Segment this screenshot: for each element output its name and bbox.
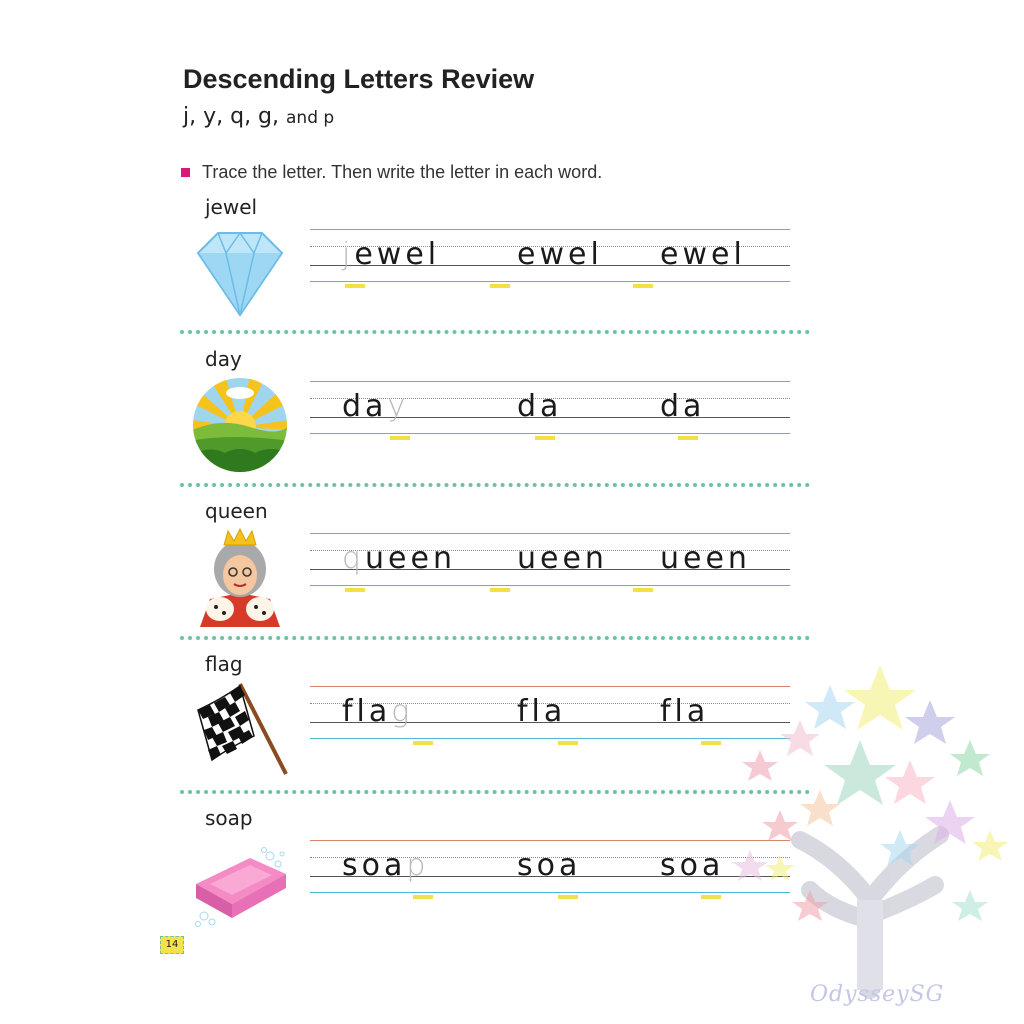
guide-line	[310, 738, 790, 739]
page-title: Descending Letters Review	[183, 64, 535, 94]
write-in-blank[interactable]	[678, 436, 698, 440]
watermark-text: OdysseySG	[810, 982, 945, 1007]
practice-word	[517, 694, 566, 729]
word-fragment: ueen	[517, 541, 608, 576]
write-in-blank[interactable]	[490, 588, 510, 592]
dotted-divider	[180, 330, 810, 334]
practice-word	[660, 237, 746, 272]
write-in-blank[interactable]	[345, 284, 365, 288]
practice-word	[517, 848, 581, 883]
guide-line	[310, 433, 790, 434]
trace-letter: g	[391, 694, 414, 729]
practice-word	[342, 237, 440, 272]
practice-word	[342, 541, 456, 576]
star-tree-watermark-icon	[720, 660, 1024, 1010]
guide-line	[310, 585, 790, 586]
trace-letter: y	[387, 389, 410, 424]
word-fragment: fla	[517, 694, 567, 729]
bullet-icon	[181, 168, 190, 177]
dotted-divider	[180, 483, 810, 487]
write-in-blank[interactable]	[558, 741, 578, 745]
write-in-blank[interactable]	[490, 284, 510, 288]
practice-word	[517, 237, 603, 272]
diamond-icon	[190, 223, 290, 323]
practice-word	[517, 389, 562, 424]
subtitle-and: and p	[286, 108, 335, 128]
word-fragment: da	[342, 389, 388, 424]
write-in-blank[interactable]	[413, 895, 433, 899]
section-jewel	[0, 195, 1024, 345]
word-fragment: fla	[660, 694, 710, 729]
word-fragment: fla	[342, 694, 392, 729]
practice-word	[342, 694, 413, 729]
word-fragment: ewel	[354, 237, 441, 272]
word-fragment: ewel	[517, 237, 603, 272]
word-fragment: soa	[517, 848, 582, 883]
word-fragment: soa	[660, 848, 725, 883]
write-in-blank[interactable]	[535, 436, 555, 440]
trace-letter: q	[342, 541, 366, 576]
word-fragment: ewel	[660, 237, 746, 272]
subtitle-letters: j, y, q, g,	[183, 104, 280, 129]
practice-word	[342, 389, 409, 424]
write-in-blank[interactable]	[633, 284, 653, 288]
practice-word	[660, 541, 751, 576]
guide-line	[310, 686, 790, 687]
instruction-text: Trace the letter. Then write the letter in each word.	[202, 162, 603, 182]
word-label: queen	[205, 499, 268, 523]
dotted-divider	[180, 790, 810, 794]
checkered-flag-icon	[190, 680, 290, 780]
page-subtitle	[183, 104, 334, 129]
soap-bar-icon	[190, 834, 290, 934]
write-in-blank[interactable]	[558, 895, 578, 899]
write-in-blank[interactable]	[413, 741, 433, 745]
guide-line	[310, 229, 790, 230]
guide-line	[310, 892, 790, 893]
practice-word	[660, 389, 705, 424]
trace-letter: j	[342, 237, 355, 272]
word-label: soap	[205, 806, 253, 830]
word-fragment: soa	[342, 848, 407, 883]
write-in-blank[interactable]	[701, 741, 721, 745]
section-queen	[0, 499, 1024, 649]
word-label: day	[205, 347, 242, 371]
guide-line	[310, 281, 790, 282]
page-number: 14	[160, 936, 184, 954]
guide-line	[310, 381, 790, 382]
write-in-blank[interactable]	[701, 895, 721, 899]
practice-word	[660, 848, 724, 883]
queen-icon	[190, 527, 290, 627]
practice-word	[517, 541, 608, 576]
word-label: jewel	[205, 195, 258, 219]
word-fragment: ueen	[660, 541, 751, 576]
trace-letter: p	[406, 848, 430, 883]
practice-word	[660, 694, 709, 729]
dotted-divider	[180, 636, 810, 640]
write-in-blank[interactable]	[633, 588, 653, 592]
word-fragment: da	[660, 389, 706, 424]
word-fragment: da	[517, 389, 563, 424]
guide-line	[310, 840, 790, 841]
practice-word	[342, 848, 429, 883]
instruction-row	[181, 162, 602, 183]
write-in-blank[interactable]	[390, 436, 410, 440]
write-in-blank[interactable]	[345, 588, 365, 592]
word-label: flag	[205, 652, 243, 676]
section-day	[0, 347, 1024, 497]
guide-line	[310, 533, 790, 534]
sunrise-landscape-icon	[190, 375, 290, 475]
word-fragment: ueen	[365, 541, 456, 576]
